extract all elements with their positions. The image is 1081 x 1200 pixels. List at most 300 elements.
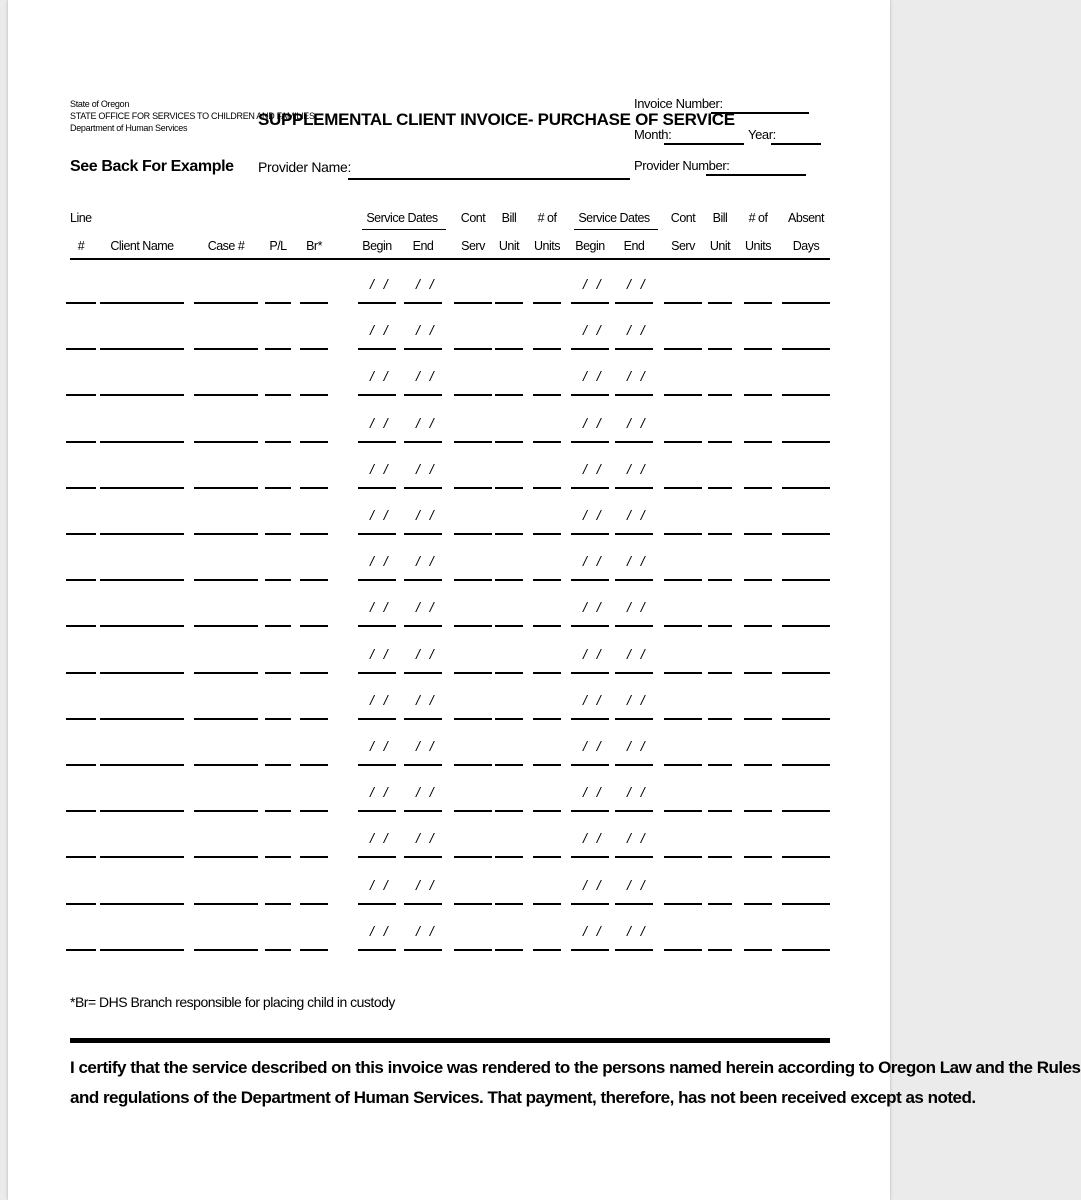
entry-field-15[interactable]	[782, 579, 830, 581]
entry-field-11[interactable]	[615, 533, 653, 535]
entry-field-5[interactable]	[358, 856, 396, 858]
date-slash-placeholder: / /	[416, 368, 437, 385]
entry-field-14[interactable]	[744, 718, 772, 720]
entry-field-10[interactable]	[571, 810, 609, 812]
entry-field-4[interactable]	[300, 394, 328, 396]
entry-field-2[interactable]	[194, 810, 258, 812]
entry-field-1[interactable]	[100, 718, 184, 720]
entry-field-12[interactable]	[664, 949, 702, 951]
entry-field-8[interactable]	[495, 949, 523, 951]
entry-field-3[interactable]	[265, 718, 291, 720]
entry-field-3[interactable]	[265, 487, 291, 489]
entry-field-8[interactable]	[495, 672, 523, 674]
entry-field-4[interactable]	[300, 441, 328, 443]
entry-field-12[interactable]	[664, 764, 702, 766]
date-slash-placeholder: / /	[583, 830, 604, 847]
entry-field-15[interactable]	[782, 672, 830, 674]
entry-field-12[interactable]	[664, 394, 702, 396]
entry-field-15[interactable]	[782, 487, 830, 489]
entry-field-13[interactable]	[708, 487, 732, 489]
entry-field-5[interactable]	[358, 625, 396, 627]
column-header: Begin	[575, 239, 605, 253]
entry-field-2[interactable]	[194, 579, 258, 581]
entry-field-0[interactable]	[66, 302, 96, 304]
entry-field-3[interactable]	[265, 949, 291, 951]
date-slash-placeholder: / /	[416, 460, 437, 477]
entry-field-4[interactable]	[300, 718, 328, 720]
entry-field-3[interactable]	[265, 348, 291, 350]
entry-field-11[interactable]	[615, 810, 653, 812]
entry-field-11[interactable]	[615, 903, 653, 905]
entry-field-4[interactable]	[300, 672, 328, 674]
entry-field-5[interactable]	[358, 903, 396, 905]
entry-field-8[interactable]	[495, 441, 523, 443]
entry-field-5[interactable]	[358, 949, 396, 951]
entry-field-9[interactable]	[533, 949, 561, 951]
entry-field-6[interactable]	[404, 533, 442, 535]
entry-field-7[interactable]	[454, 764, 492, 766]
date-slash-placeholder: / /	[416, 414, 437, 431]
entry-field-15[interactable]	[782, 764, 830, 766]
entry-field-3[interactable]	[265, 903, 291, 905]
date-slash-placeholder: / /	[416, 784, 437, 801]
entry-field-14[interactable]	[744, 810, 772, 812]
entry-field-8[interactable]	[495, 579, 523, 581]
column-header: Client Name	[110, 239, 174, 253]
entry-field-9[interactable]	[533, 764, 561, 766]
entry-field-9[interactable]	[533, 718, 561, 720]
entry-field-8[interactable]	[495, 625, 523, 627]
entry-field-9[interactable]	[533, 487, 561, 489]
entry-field-2[interactable]	[194, 856, 258, 858]
entry-field-13[interactable]	[708, 441, 732, 443]
entry-field-13[interactable]	[708, 903, 732, 905]
date-slash-placeholder: / /	[370, 460, 391, 477]
entry-field-13[interactable]	[708, 533, 732, 535]
entry-field-7[interactable]	[454, 856, 492, 858]
document-page	[8, 0, 1081, 1200]
entry-field-11[interactable]	[615, 487, 653, 489]
entry-field-11[interactable]	[615, 856, 653, 858]
date-slash-placeholder: / /	[627, 645, 648, 662]
entry-field-1[interactable]	[100, 810, 184, 812]
entry-field-12[interactable]	[664, 718, 702, 720]
entry-field-14[interactable]	[744, 394, 772, 396]
entry-field-5[interactable]	[358, 718, 396, 720]
entry-field-2[interactable]	[194, 394, 258, 396]
entry-field-4[interactable]	[300, 302, 328, 304]
column-header-top: Bill	[501, 211, 517, 225]
entry-field-11[interactable]	[615, 348, 653, 350]
column-header: Units	[534, 239, 560, 253]
entry-field-6[interactable]	[404, 579, 442, 581]
entry-field-6[interactable]	[404, 949, 442, 951]
column-header: Serv	[671, 239, 695, 253]
entry-field-13[interactable]	[708, 856, 732, 858]
entry-field-8[interactable]	[495, 348, 523, 350]
entry-field-10[interactable]	[571, 718, 609, 720]
entry-field-12[interactable]	[664, 579, 702, 581]
date-slash-placeholder: / /	[583, 784, 604, 801]
date-slash-placeholder: / /	[627, 460, 648, 477]
entry-field-10[interactable]	[571, 672, 609, 674]
column-header: P/L	[269, 239, 287, 253]
entry-field-9[interactable]	[533, 441, 561, 443]
entry-field-2[interactable]	[194, 949, 258, 951]
entry-field-3[interactable]	[265, 856, 291, 858]
entry-field-13[interactable]	[708, 302, 732, 304]
entry-field-2[interactable]	[194, 533, 258, 535]
entry-field-14[interactable]	[744, 441, 772, 443]
entry-field-12[interactable]	[664, 302, 702, 304]
entry-field-7[interactable]	[454, 533, 492, 535]
entry-field-2[interactable]	[194, 348, 258, 350]
entry-field-15[interactable]	[782, 394, 830, 396]
entry-field-14[interactable]	[744, 348, 772, 350]
entry-field-8[interactable]	[495, 533, 523, 535]
entry-field-15[interactable]	[782, 441, 830, 443]
entry-field-10[interactable]	[571, 579, 609, 581]
entry-field-8[interactable]	[495, 903, 523, 905]
date-slash-placeholder: / /	[370, 507, 391, 523]
entry-field-11[interactable]	[615, 672, 653, 674]
entry-field-0[interactable]	[66, 487, 96, 489]
entry-field-10[interactable]	[571, 764, 609, 766]
entry-field-0[interactable]	[66, 810, 96, 812]
entry-field-1[interactable]	[100, 856, 184, 858]
entry-field-1[interactable]	[100, 672, 184, 674]
invoice-number-field[interactable]	[711, 112, 809, 114]
entry-field-13[interactable]	[708, 625, 732, 627]
date-slash-placeholder: / /	[370, 830, 391, 847]
entry-field-0[interactable]	[66, 625, 96, 627]
entry-field-11[interactable]	[615, 579, 653, 581]
entry-field-5[interactable]	[358, 764, 396, 766]
entry-field-7[interactable]	[454, 302, 492, 304]
entry-field-3[interactable]	[265, 672, 291, 674]
entry-field-13[interactable]	[708, 672, 732, 674]
entry-field-9[interactable]	[533, 625, 561, 627]
entry-field-12[interactable]	[664, 348, 702, 350]
invoice-number-label: Invoice Number:	[634, 96, 723, 111]
column-header: Unit	[709, 239, 731, 253]
date-slash-placeholder: / /	[583, 276, 604, 292]
entry-field-12[interactable]	[664, 810, 702, 812]
entry-field-0[interactable]	[66, 348, 96, 350]
entry-field-14[interactable]	[744, 487, 772, 489]
date-slash-placeholder: / /	[627, 922, 648, 939]
entry-field-0[interactable]	[66, 718, 96, 720]
date-slash-placeholder: / /	[416, 507, 437, 523]
date-slash-placeholder: / /	[370, 922, 391, 939]
entry-field-5[interactable]	[358, 810, 396, 812]
entry-field-10[interactable]	[571, 856, 609, 858]
date-slash-placeholder: / /	[627, 276, 648, 292]
entry-field-7[interactable]	[454, 348, 492, 350]
entry-field-0[interactable]	[66, 579, 96, 581]
entry-field-1[interactable]	[100, 764, 184, 766]
date-slash-placeholder: / /	[370, 368, 391, 385]
entry-field-4[interactable]	[300, 856, 328, 858]
date-slash-placeholder: / /	[583, 738, 604, 754]
entry-field-5[interactable]	[358, 394, 396, 396]
date-slash-placeholder: / /	[416, 322, 437, 339]
entry-field-4[interactable]	[300, 533, 328, 535]
entry-field-12[interactable]	[664, 903, 702, 905]
month-field[interactable]	[664, 143, 744, 145]
entry-field-7[interactable]	[454, 625, 492, 627]
entry-field-1[interactable]	[100, 441, 184, 443]
entry-field-1[interactable]	[100, 394, 184, 396]
date-slash-placeholder: / /	[583, 691, 604, 708]
entry-field-11[interactable]	[615, 764, 653, 766]
entry-field-7[interactable]	[454, 394, 492, 396]
entry-field-0[interactable]	[66, 949, 96, 951]
entry-field-0[interactable]	[66, 533, 96, 535]
entry-field-4[interactable]	[300, 487, 328, 489]
entry-field-13[interactable]	[708, 348, 732, 350]
date-slash-placeholder: / /	[627, 322, 648, 339]
entry-field-5[interactable]	[358, 533, 396, 535]
entry-field-6[interactable]	[404, 625, 442, 627]
entry-field-5[interactable]	[358, 487, 396, 489]
entry-field-3[interactable]	[265, 764, 291, 766]
entry-field-1[interactable]	[100, 533, 184, 535]
entry-field-8[interactable]	[495, 764, 523, 766]
entry-field-10[interactable]	[571, 441, 609, 443]
entry-field-2[interactable]	[194, 764, 258, 766]
entry-field-15[interactable]	[782, 625, 830, 627]
entry-field-2[interactable]	[194, 441, 258, 443]
entry-field-15[interactable]	[782, 302, 830, 304]
entry-field-15[interactable]	[782, 856, 830, 858]
date-slash-placeholder: / /	[416, 922, 437, 939]
service-dates-group-underline	[362, 229, 446, 230]
entry-field-9[interactable]	[533, 672, 561, 674]
entry-field-6[interactable]	[404, 718, 442, 720]
entry-field-7[interactable]	[454, 810, 492, 812]
entry-field-4[interactable]	[300, 579, 328, 581]
entry-field-11[interactable]	[615, 441, 653, 443]
column-header: Br*	[306, 239, 322, 253]
entry-field-7[interactable]	[454, 949, 492, 951]
date-slash-placeholder: / /	[627, 691, 648, 708]
entry-field-7[interactable]	[454, 672, 492, 674]
entry-field-3[interactable]	[265, 810, 291, 812]
entry-field-6[interactable]	[404, 302, 442, 304]
entry-field-4[interactable]	[300, 810, 328, 812]
see-back-note: See Back For Example	[70, 158, 234, 175]
entry-field-3[interactable]	[265, 579, 291, 581]
entry-field-14[interactable]	[744, 579, 772, 581]
entry-field-2[interactable]	[194, 487, 258, 489]
year-field[interactable]	[771, 143, 821, 145]
date-slash-placeholder: / /	[627, 368, 648, 385]
entry-field-8[interactable]	[495, 302, 523, 304]
entry-field-6[interactable]	[404, 672, 442, 674]
date-slash-placeholder: / /	[627, 830, 648, 847]
entry-field-7[interactable]	[454, 903, 492, 905]
entry-field-8[interactable]	[495, 394, 523, 396]
column-header: Case #	[207, 239, 245, 253]
entry-field-10[interactable]	[571, 394, 609, 396]
entry-field-9[interactable]	[533, 348, 561, 350]
entry-field-13[interactable]	[708, 949, 732, 951]
entry-field-5[interactable]	[358, 441, 396, 443]
entry-field-6[interactable]	[404, 487, 442, 489]
entry-field-14[interactable]	[744, 903, 772, 905]
entry-field-14[interactable]	[744, 625, 772, 627]
entry-field-4[interactable]	[300, 764, 328, 766]
entry-field-3[interactable]	[265, 441, 291, 443]
date-slash-placeholder: / /	[627, 738, 648, 754]
entry-field-12[interactable]	[664, 672, 702, 674]
entry-field-2[interactable]	[194, 672, 258, 674]
entry-field-13[interactable]	[708, 579, 732, 581]
entry-field-4[interactable]	[300, 625, 328, 627]
entry-field-5[interactable]	[358, 302, 396, 304]
entry-field-9[interactable]	[533, 903, 561, 905]
entry-field-3[interactable]	[265, 302, 291, 304]
entry-field-2[interactable]	[194, 625, 258, 627]
entry-field-4[interactable]	[300, 949, 328, 951]
entry-field-9[interactable]	[533, 394, 561, 396]
form-title: SUPPLEMENTAL CLIENT INVOICE- PURCHASE OF SERVICE	[258, 110, 735, 129]
entry-field-6[interactable]	[404, 810, 442, 812]
date-slash-placeholder: / /	[370, 876, 391, 893]
entry-field-0[interactable]	[66, 903, 96, 905]
entry-field-14[interactable]	[744, 856, 772, 858]
entry-field-0[interactable]	[66, 394, 96, 396]
entry-field-1[interactable]	[100, 625, 184, 627]
entry-field-7[interactable]	[454, 579, 492, 581]
entry-field-9[interactable]	[533, 302, 561, 304]
certification-statement	[70, 1053, 1081, 1113]
entry-field-2[interactable]	[194, 718, 258, 720]
entry-field-7[interactable]	[454, 441, 492, 443]
entry-field-8[interactable]	[495, 487, 523, 489]
entry-field-0[interactable]	[66, 764, 96, 766]
entry-field-0[interactable]	[66, 856, 96, 858]
entry-field-14[interactable]	[744, 302, 772, 304]
entry-field-6[interactable]	[404, 856, 442, 858]
entry-field-6[interactable]	[404, 394, 442, 396]
date-slash-placeholder: / /	[416, 553, 437, 570]
entry-field-7[interactable]	[454, 718, 492, 720]
entry-field-11[interactable]	[615, 625, 653, 627]
entry-field-14[interactable]	[744, 764, 772, 766]
entry-field-10[interactable]	[571, 903, 609, 905]
entry-field-12[interactable]	[664, 856, 702, 858]
entry-field-13[interactable]	[708, 764, 732, 766]
entry-field-15[interactable]	[782, 533, 830, 535]
entry-field-1[interactable]	[100, 949, 184, 951]
entry-field-4[interactable]	[300, 348, 328, 350]
entry-field-1[interactable]	[100, 579, 184, 581]
provider-name-field[interactable]	[348, 178, 630, 180]
entry-field-11[interactable]	[615, 394, 653, 396]
entry-field-6[interactable]	[404, 903, 442, 905]
provider-name-label: Provider Name:	[258, 159, 352, 175]
entry-field-7[interactable]	[454, 487, 492, 489]
entry-field-3[interactable]	[265, 533, 291, 535]
entry-field-10[interactable]	[571, 533, 609, 535]
column-header-top: Cont	[670, 211, 696, 225]
entry-field-8[interactable]	[495, 718, 523, 720]
entry-field-13[interactable]	[708, 394, 732, 396]
entry-field-12[interactable]	[664, 625, 702, 627]
entry-field-3[interactable]	[265, 394, 291, 396]
date-slash-placeholder: / /	[627, 553, 648, 570]
entry-field-15[interactable]	[782, 718, 830, 720]
entry-field-9[interactable]	[533, 810, 561, 812]
entry-field-1[interactable]	[100, 903, 184, 905]
entry-field-6[interactable]	[404, 764, 442, 766]
entry-field-13[interactable]	[708, 810, 732, 812]
entry-field-9[interactable]	[533, 579, 561, 581]
entry-field-1[interactable]	[100, 302, 184, 304]
date-slash-placeholder: / /	[583, 322, 604, 339]
entry-field-5[interactable]	[358, 348, 396, 350]
date-slash-placeholder: / /	[416, 830, 437, 847]
entry-field-9[interactable]	[533, 856, 561, 858]
provider-number-label: Provider Number:	[634, 158, 730, 173]
entry-field-10[interactable]	[571, 949, 609, 951]
entry-field-10[interactable]	[571, 487, 609, 489]
entry-field-15[interactable]	[782, 903, 830, 905]
entry-field-2[interactable]	[194, 903, 258, 905]
entry-field-1[interactable]	[100, 487, 184, 489]
entry-field-12[interactable]	[664, 533, 702, 535]
entry-field-11[interactable]	[615, 302, 653, 304]
entry-field-15[interactable]	[782, 348, 830, 350]
entry-field-6[interactable]	[404, 348, 442, 350]
entry-field-9[interactable]	[533, 533, 561, 535]
date-slash-placeholder: / /	[627, 784, 648, 801]
entry-field-0[interactable]	[66, 441, 96, 443]
entry-field-15[interactable]	[782, 949, 830, 951]
entry-field-3[interactable]	[265, 625, 291, 627]
entry-field-2[interactable]	[194, 302, 258, 304]
entry-field-4[interactable]	[300, 903, 328, 905]
entry-field-14[interactable]	[744, 949, 772, 951]
entry-field-10[interactable]	[571, 302, 609, 304]
entry-field-5[interactable]	[358, 672, 396, 674]
entry-field-11[interactable]	[615, 949, 653, 951]
column-header: End	[623, 239, 645, 253]
entry-field-1[interactable]	[100, 348, 184, 350]
entry-field-10[interactable]	[571, 348, 609, 350]
entry-field-14[interactable]	[744, 672, 772, 674]
entry-field-6[interactable]	[404, 441, 442, 443]
column-header-top: Absent	[788, 211, 824, 225]
entry-field-13[interactable]	[708, 718, 732, 720]
entry-field-5[interactable]	[358, 579, 396, 581]
entry-field-10[interactable]	[571, 625, 609, 627]
entry-field-8[interactable]	[495, 810, 523, 812]
date-slash-placeholder: / /	[627, 414, 648, 431]
entry-field-15[interactable]	[782, 810, 830, 812]
entry-field-8[interactable]	[495, 856, 523, 858]
entry-field-14[interactable]	[744, 533, 772, 535]
entry-field-12[interactable]	[664, 441, 702, 443]
certification-line-2: and regulations of the Department of Human Services. That payment, therefore, has not been received except as noted.	[70, 1088, 976, 1107]
entry-field-12[interactable]	[664, 487, 702, 489]
provider-number-field[interactable]	[706, 174, 806, 176]
header-rule	[70, 258, 830, 260]
entry-field-11[interactable]	[615, 718, 653, 720]
entry-field-0[interactable]	[66, 672, 96, 674]
